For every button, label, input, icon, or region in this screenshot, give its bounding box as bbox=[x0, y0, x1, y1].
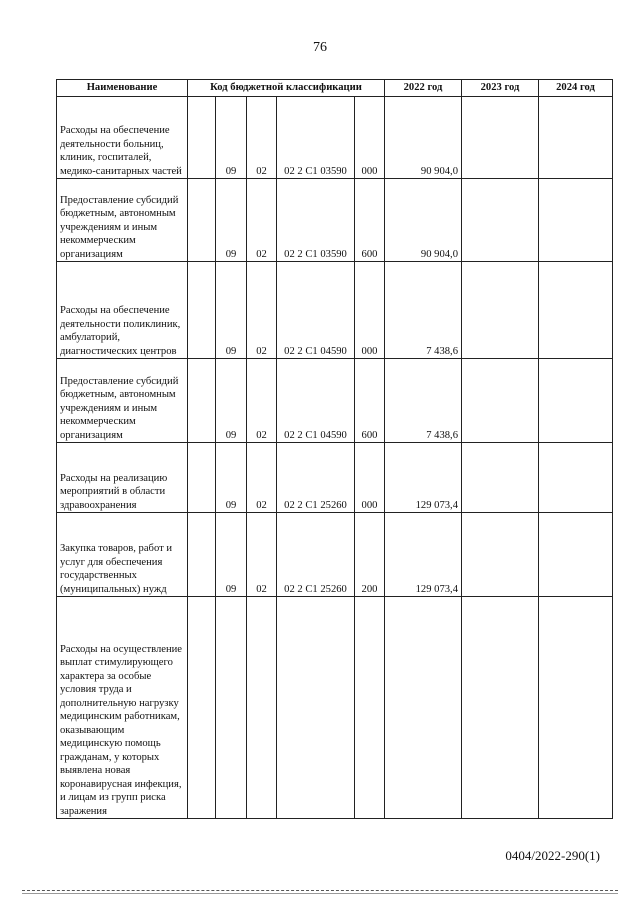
row-value-2023 bbox=[462, 262, 539, 359]
page-number: 76 bbox=[313, 40, 327, 55]
budget-table bbox=[56, 79, 613, 819]
row-section-code: 09 bbox=[216, 443, 247, 513]
document-registration-number: 0404/2022-290(1) bbox=[505, 848, 600, 863]
row-name: Предоставление субсидий бюджетным, автономным учреждениям и иным некоммерческим организациям bbox=[57, 179, 188, 262]
row-blank-cell bbox=[188, 97, 216, 179]
row-value-2024 bbox=[539, 359, 613, 443]
row-name: Закупка товаров, работ и услуг для обеспечения государственных (муниципальных) нужд bbox=[57, 513, 188, 597]
row-value-2023 bbox=[462, 179, 539, 262]
row-name: Расходы на реализацию мероприятий в области здравоохранения bbox=[57, 443, 188, 513]
row-value-2022: 7 438,6 bbox=[385, 262, 462, 359]
row-target-code: 02 2 С1 03590 bbox=[277, 97, 355, 179]
row-expense-type-code: 000 bbox=[355, 97, 385, 179]
row-value-2023 bbox=[462, 443, 539, 513]
row-target-code: 02 2 С1 25260 bbox=[277, 513, 355, 597]
row-name: Расходы на обеспечение деятельности больниц, клиник, госпиталей, медико-санитарных частей bbox=[57, 97, 188, 179]
row-value-2024 bbox=[539, 513, 613, 597]
row-value-2024 bbox=[539, 262, 613, 359]
row-value-2023 bbox=[462, 359, 539, 443]
row-blank-cell bbox=[188, 359, 216, 443]
row-blank-cell bbox=[188, 513, 216, 597]
row-value-2022: 7 438,6 bbox=[385, 359, 462, 443]
row-value-2022 bbox=[385, 597, 462, 819]
table-row bbox=[57, 262, 613, 359]
row-value-2023 bbox=[462, 97, 539, 179]
row-name: Расходы на обеспечение деятельности поликлиник, амбулаторий, диагностических центров bbox=[57, 262, 188, 359]
row-blank-cell bbox=[188, 262, 216, 359]
row-subsection-code bbox=[247, 597, 277, 819]
row-section-code bbox=[216, 597, 247, 819]
header-code: Код бюджетной классификации bbox=[188, 80, 385, 97]
header-2024: 2024 год bbox=[539, 80, 613, 97]
row-value-2023 bbox=[462, 513, 539, 597]
row-name: Расходы на осуществление выплат стимулирующего характера за особые условия труда и дополнительную нагрузку медицинским работникам, оказывающим медицинскую помощь гражданам, у которых выявлена новая коронавирусная инфекция, и лицам из групп риска заражения bbox=[57, 597, 188, 819]
row-section-code: 09 bbox=[216, 179, 247, 262]
row-subsection-code: 02 bbox=[247, 359, 277, 443]
row-value-2024 bbox=[539, 179, 613, 262]
row-blank-cell bbox=[188, 179, 216, 262]
table-row bbox=[57, 359, 613, 443]
row-expense-type-code: 000 bbox=[355, 443, 385, 513]
row-section-code: 09 bbox=[216, 513, 247, 597]
row-target-code: 02 2 С1 25260 bbox=[277, 443, 355, 513]
row-section-code: 09 bbox=[216, 359, 247, 443]
row-subsection-code: 02 bbox=[247, 443, 277, 513]
row-subsection-code: 02 bbox=[247, 513, 277, 597]
row-expense-type-code: 600 bbox=[355, 179, 385, 262]
header-2023: 2023 год bbox=[462, 80, 539, 97]
table-row bbox=[57, 597, 613, 819]
row-subsection-code: 02 bbox=[247, 97, 277, 179]
row-target-code: 02 2 С1 03590 bbox=[277, 179, 355, 262]
row-target-code: 02 2 С1 04590 bbox=[277, 262, 355, 359]
row-blank-cell bbox=[188, 443, 216, 513]
table-row bbox=[57, 513, 613, 597]
row-value-2024 bbox=[539, 597, 613, 819]
table-row bbox=[57, 179, 613, 262]
row-target-code: 02 2 С1 04590 bbox=[277, 359, 355, 443]
table-row bbox=[57, 443, 613, 513]
table-row bbox=[57, 97, 613, 179]
row-target-code bbox=[277, 597, 355, 819]
row-name: Предоставление субсидий бюджетным, автономным учреждениям и иным некоммерческим организациям bbox=[57, 359, 188, 443]
row-value-2023 bbox=[462, 597, 539, 819]
row-value-2022: 129 073,4 bbox=[385, 513, 462, 597]
row-expense-type-code: 600 bbox=[355, 359, 385, 443]
row-value-2022: 90 904,0 bbox=[385, 97, 462, 179]
row-value-2024 bbox=[539, 97, 613, 179]
row-subsection-code: 02 bbox=[247, 262, 277, 359]
row-expense-type-code: 200 bbox=[355, 513, 385, 597]
row-section-code: 09 bbox=[216, 262, 247, 359]
row-subsection-code: 02 bbox=[247, 179, 277, 262]
bottom-divider bbox=[22, 890, 618, 894]
header-2022: 2022 год bbox=[385, 80, 462, 97]
row-value-2024 bbox=[539, 443, 613, 513]
row-section-code: 09 bbox=[216, 97, 247, 179]
row-blank-cell bbox=[188, 597, 216, 819]
table-header-row bbox=[57, 80, 613, 97]
row-value-2022: 129 073,4 bbox=[385, 443, 462, 513]
row-expense-type-code: 000 bbox=[355, 262, 385, 359]
header-name: Наименование bbox=[57, 80, 188, 97]
row-value-2022: 90 904,0 bbox=[385, 179, 462, 262]
row-expense-type-code bbox=[355, 597, 385, 819]
